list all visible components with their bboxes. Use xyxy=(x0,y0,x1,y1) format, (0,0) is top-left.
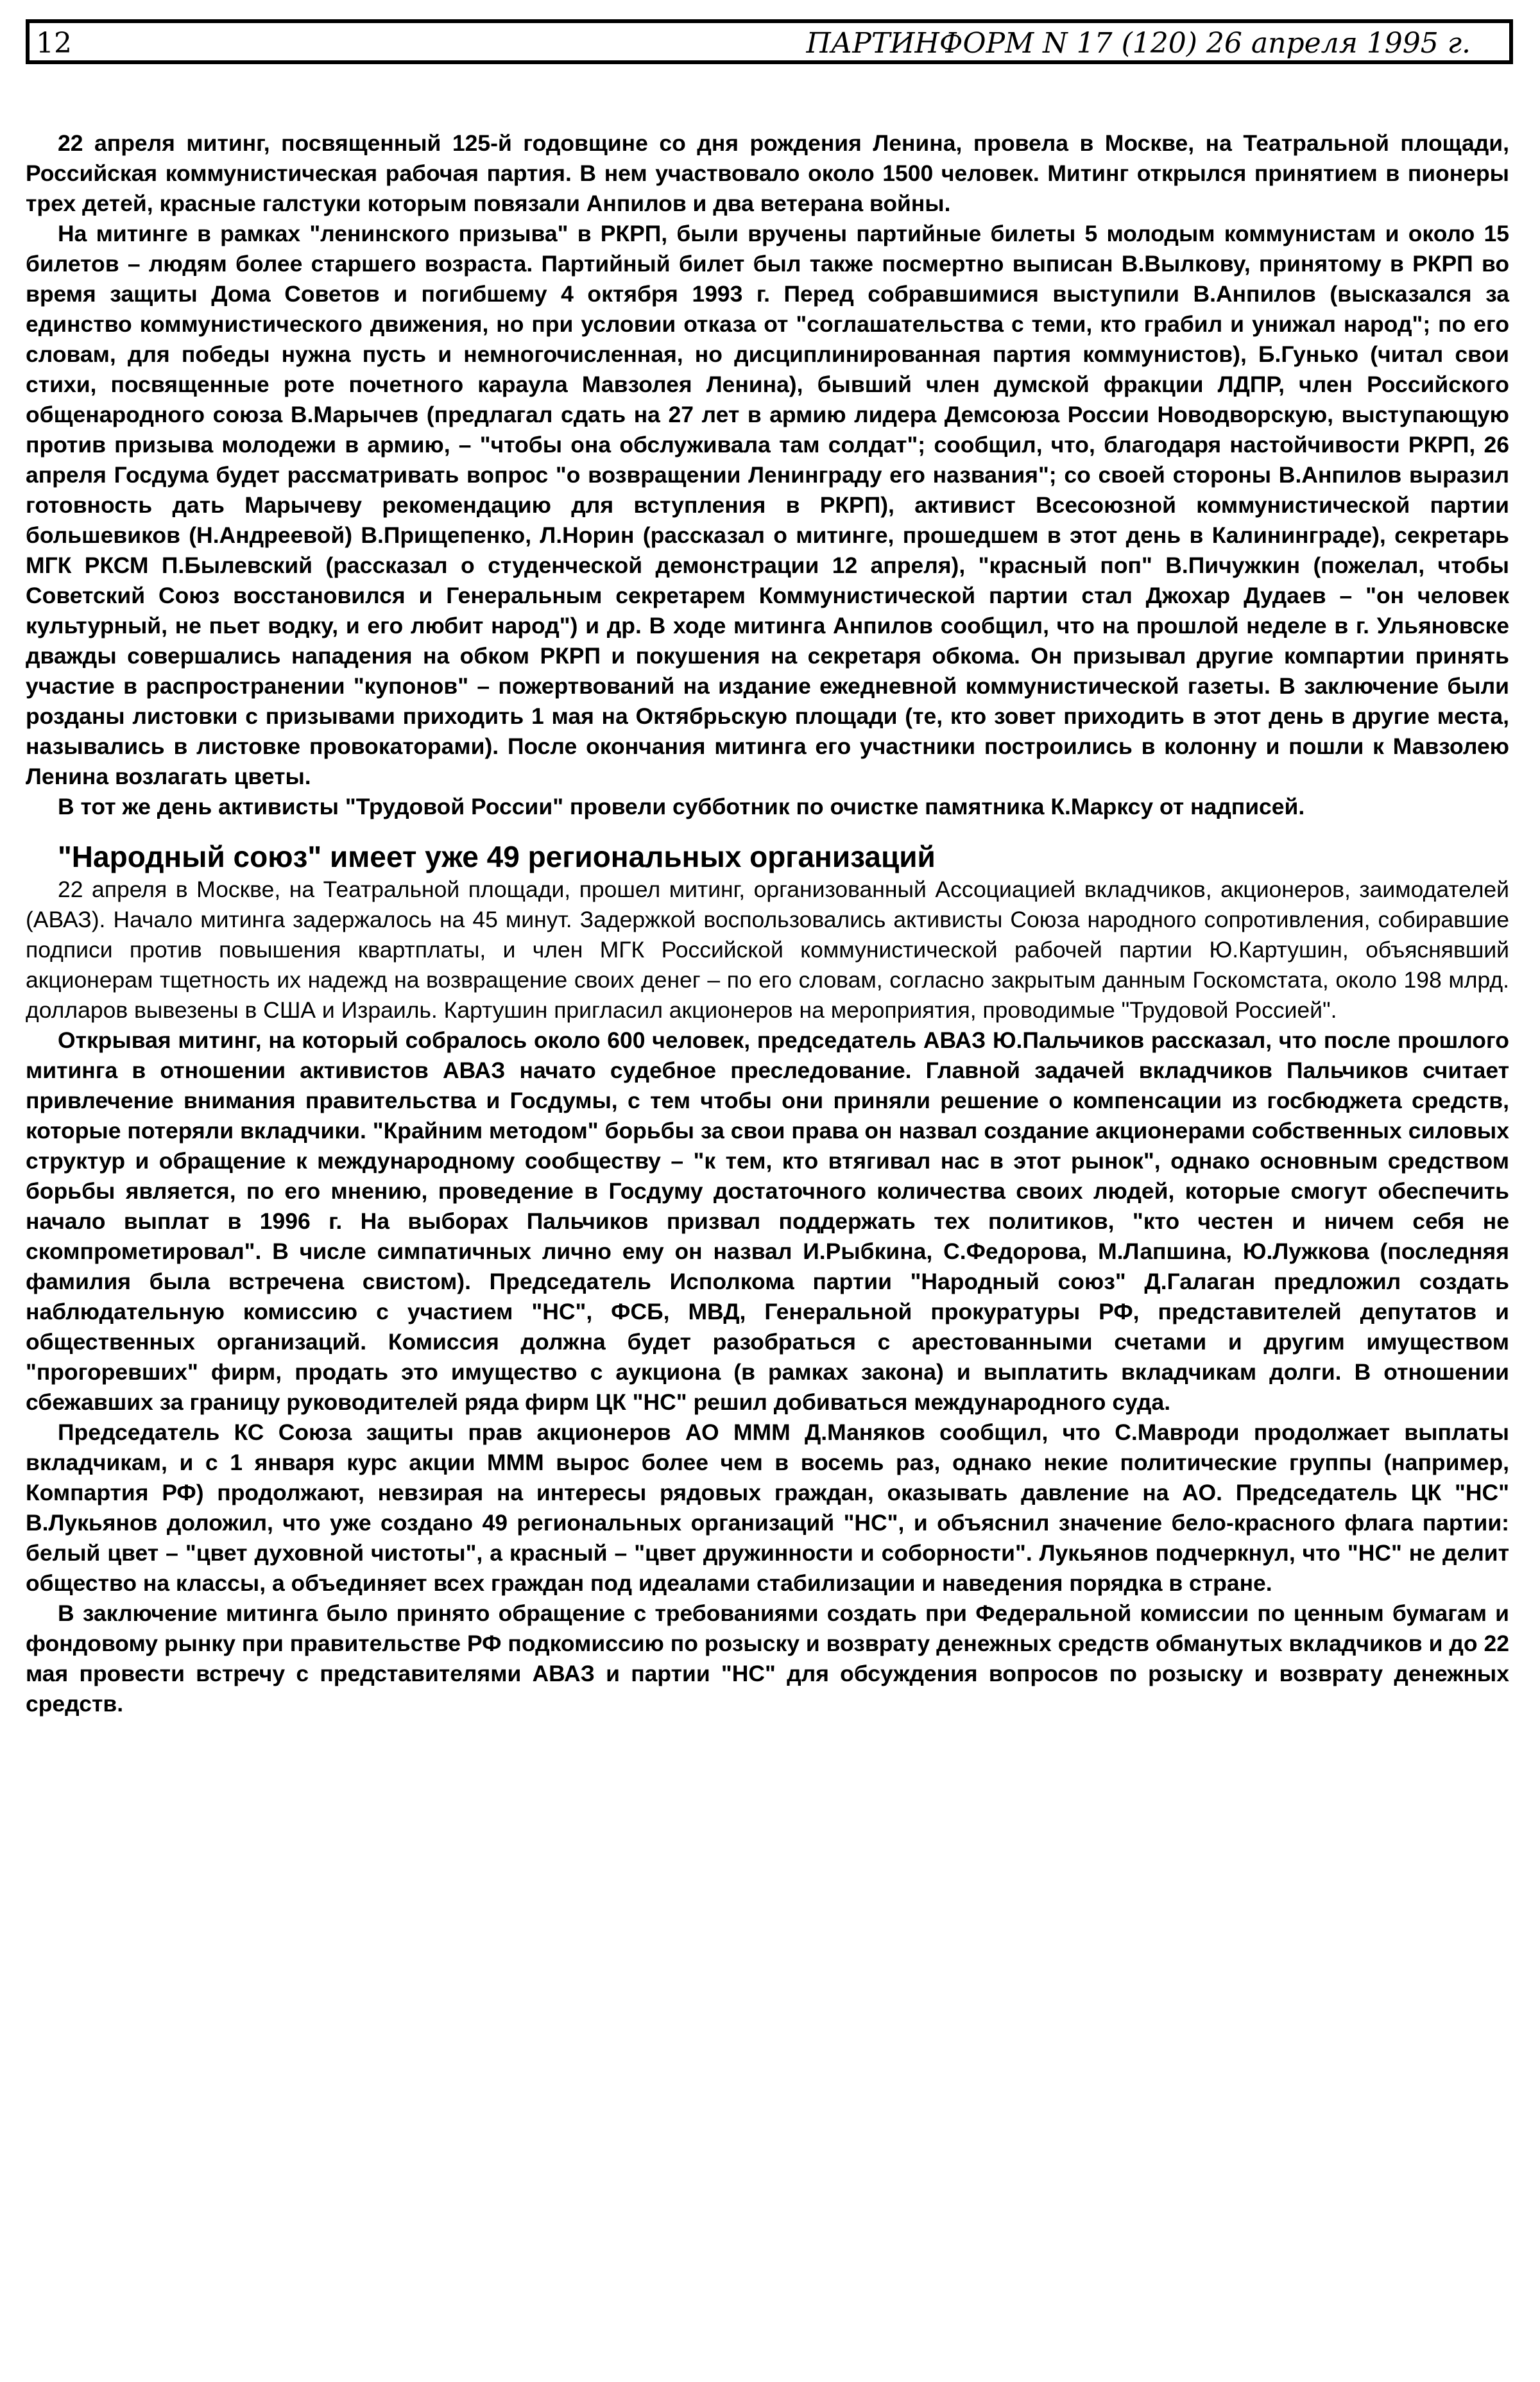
article-paragraph: В тот же день активисты "Трудовой России" провели субботник по очистке памятника К.Марксу от надписей. xyxy=(58,794,1305,819)
article-paragraph: Председатель КС Союза защиты прав акционеров АО МММ Д.Маняков сообщил, что С.Мавроди продолжает выплаты вкладчикам, и с 1 января курс акции МММ вырос более чем в восемь раз, однако некие политические группы (например, Компартия РФ) продолжают, невзирая на интересы рядовых граждан, оказывать давление на АО. Председатель ЦК "НС" В.Лукьянов доложил, что уже создано 49 региональных организаций "НС", и объяснил значение бело-красного флага партии: белый цвет – "цвет духовной чистоты", а красный – "цвет дружинности и соборности". Лукьянов подчеркнул, что "НС" не делит общество на классы, а объединяет всех граждан под идеалами стабилизации и наведения порядка в стране. xyxy=(26,1419,1509,1596)
article-paragraph: На митинге в рамках "ленинского призыва" в РКРП, были вручены партийные билеты 5 молодым коммунистам и около 15 билетов – людям более старшего возраста. Партийный билет был также посмертно выписан В.Вылкову, принятому в РКРП во время защиты Дома Советов и погибшему 4 октября 1993 г. Перед собравшимися выступили В.Анпилов (высказался за единство коммунистического движения, но при условии отказа от "соглашательства с теми, кто грабил и унижал народ"; по его словам, для победы нужна пусть и немногочисленная, но дисциплинированная партия коммунистов), Б.Гунько (читал свои стихи, посвященные роте почетного караула Мавзолея Ленина), бывший член думской фракции ЛДПР, член Российского общенародного союза В.Марычев (предлагал сдать на 27 лет в армию лидера Демсоюза России Новодворскую, выступающую против призыва молодежи в армию, – "чтобы она обслуживала там солдат"; сообщил, что, благодаря настойчивости РКРП, 26 апреля Госдума будет рассматривать вопрос "о возвращении Ленинграду его названия"; со своей стороны В.Анпилов выразил готовность дать Марычеву рекомендацию для вступления в РКРП), активист Всесоюзной коммунистической партии большевиков (Н.Андреевой) В.Прищепенко, Л.Норин (рассказал о митинге, прошедшем в этот день в Калининграде), секретарь МГК РКСМ П.Былевский (рассказал о студенческой демонстрации 12 апреля), "красный поп" В.Пичужкин (пожелал, чтобы Советский Союз восстановился и Генеральным секретарем Коммунистической партии стал Джохар Дудаев – "он человек культурный, не пьет водку, и его любит народ") и др. В ходе митинга Анпилов сообщил, что на прошлой неделе в г. Ульяновске дважды совершались нападения на обком РКРП и покушения на секретаря обкома. Он призывал другие компартии принять участие в распространении "купонов" – пожертвований на издание ежедневной коммунистической газеты. В заключение были розданы листовки с призывами приходить 1 мая на Октябрьскую площади (те, кто зовет приходить в этот день в другие места, назывались в листовке провокаторами). После окончания митинга его участники построились в колонну и пошли к Мавзолею Ленина возлагать цветы. xyxy=(26,221,1509,789)
article-lenin-rally xyxy=(26,128,1509,822)
page-content xyxy=(26,128,1509,1719)
article-paragraph: 22 апреля митинг, посвященный 125-й годовщине со дня рождения Ленина, провела в Москве, на Театральной площади, Российская коммунистическая рабочая партия. В нем участвовало около 1500 человек. Митинг открылся принятием в пионеры трех детей, красные галстуки которым повязали Анпилов и два ветерана войны. xyxy=(26,130,1509,216)
article-heading: "Народный союз" имеет уже 49 региональных организаций xyxy=(58,840,936,873)
page-header xyxy=(26,19,1513,64)
article-paragraph: 22 апреля в Москве, на Театральной площади, прошел митинг, организованный Ассоциацией вкладчиков, акционеров, заимодателей (АВАЗ). Начало митинга задержалось на 45 минут. Задержкой воспользовались активисты Союза народного сопротивления, собиравшие подписи против повышения квартплаты, и член МГК Российской коммунистической рабочей партии Ю.Картушин, объяснявший акционерам тщетность их надежд на возвращение своих денег – по его словам, согласно закрытым данным Госкомстата, около 198 млрд. долларов вывезены в США и Израиль. Картушин пригласил акционеров на мероприятия, проводимые "Трудовой Россией". xyxy=(26,877,1509,1023)
article-paragraph: Открывая митинг, на который собралось около 600 человек, председатель АВАЗ Ю.Пальчиков рассказал, что после прошлого митинга в отношении активистов АВАЗ начато судебное преследование. Главной задачей вкладчиков Пальчиков считает привлечение внимания правительства и Госдумы, с тем чтобы они приняли решение о компенсации из госбюджета средств, которые потеряли вкладчики. "Крайним методом" борьбы за свои права он назвал создание акционерами собственных силовых структур и обращение к международному сообществу – "к тем, кто втягивал нас в этот рынок", однако основным средством борьбы является, по его мнению, проведение в Госдуму достаточного количества своих людей, которые смогут обеспечить начало выплат в 1996 г. На выборах Пальчиков призвал поддержать тех политиков, "кто честен и ничем себя не скомпрометировал". В числе симпатичных лично ему он назвал И.Рыбкина, С.Федорова, М.Лапшина, Ю.Лужкова (последняя фамилия была встречена свистом). Председатель Исполкома партии "Народный союз" Д.Галаган предложил создать наблюдательную комиссию с участием "НС", ФСБ, МВД, Генеральной прокуратуры РФ, представителей депутатов и общественных организаций. Комиссия должна будет разобраться с арестованными счетами и другим имуществом "прогоревших" фирм, продать это имущество с аукциона (в рамках закона) и выплатить вкладчикам долги. В отношении сбежавших за границу руководителей ряда фирм ЦК "НС" решил добиваться международного суда. xyxy=(26,1027,1509,1415)
publication-title: ПАРТИНФОРМ N 17 (120) 26 апреля 1995 г. xyxy=(806,27,1471,60)
page-number: 12 xyxy=(36,27,72,60)
article-narodny-soyuz xyxy=(26,839,1509,1719)
article-paragraph: В заключение митинга было принято обращение с требованиями создать при Федеральной комиссии по ценным бумагам и фондовому рынку при правительстве РФ подкомиссию по розыску и возврату денежных средств обманутых вкладчиков и до 22 мая провести встречу с представителями АВАЗ и партии "НС" для обсуждения вопросов по розыску и возврату денежных средств. xyxy=(26,1600,1509,1717)
